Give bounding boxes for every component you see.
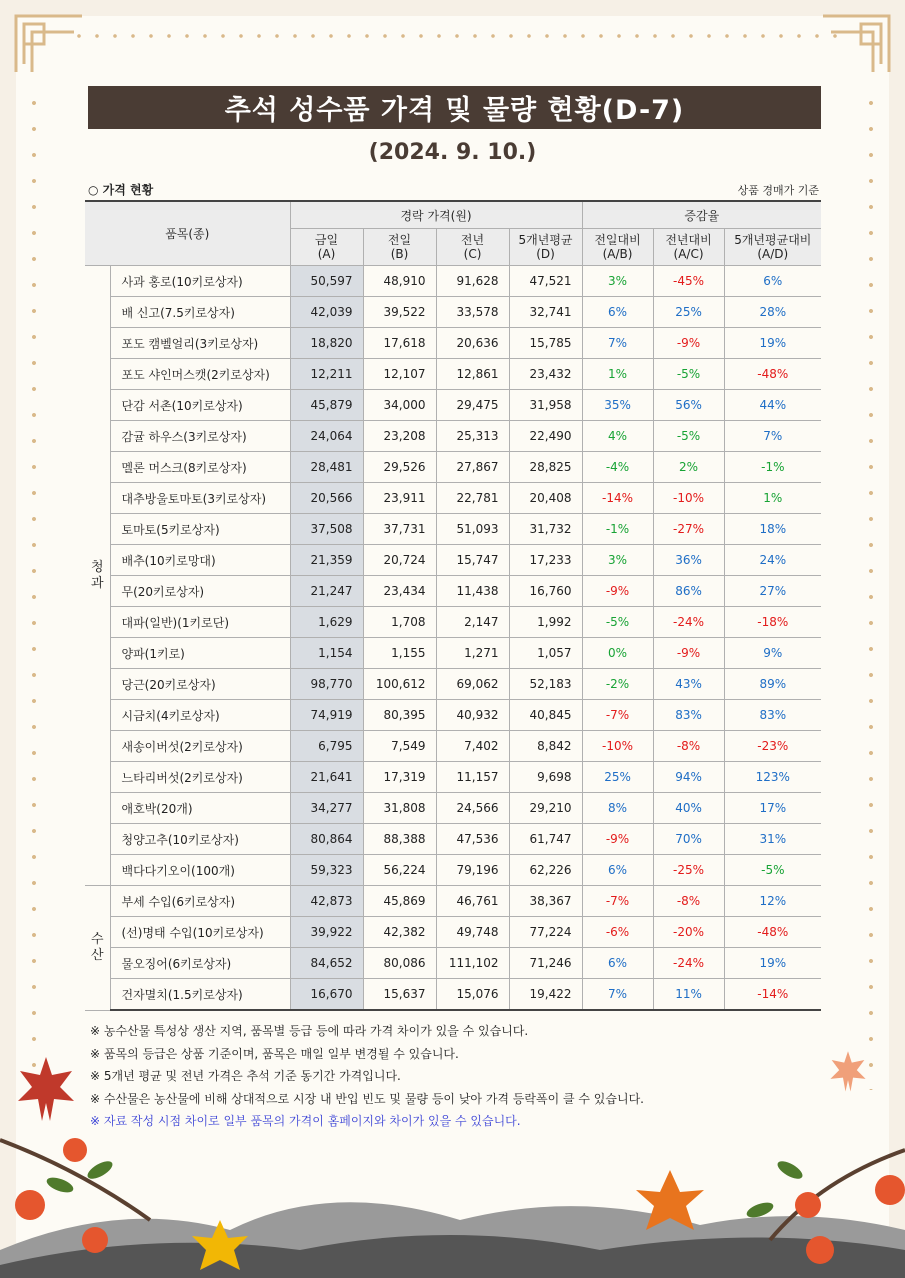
rate-vs-avg: 9% [724, 638, 821, 669]
rate-vs-year: -9% [653, 638, 724, 669]
maple-leaf-left [16, 1055, 76, 1125]
price-prev-year: 20,636 [436, 328, 509, 359]
item-name: 시금치(4키로상자) [110, 700, 290, 731]
price-avg5: 23,432 [509, 359, 582, 390]
price-avg5: 15,785 [509, 328, 582, 359]
rate-vs-avg: 31% [724, 824, 821, 855]
price-today: 12,211 [290, 359, 363, 390]
border-dots [32, 90, 36, 1090]
rate-vs-avg: 19% [724, 948, 821, 979]
item-name: 포도 캠벨얼리(3키로상자) [110, 328, 290, 359]
price-prev-day: 48,910 [363, 266, 436, 297]
section-heading: ○ 가격 현황 [88, 183, 154, 197]
price-prev-year: 29,475 [436, 390, 509, 421]
rate-vs-avg: 123% [724, 762, 821, 793]
rate-vs-day: 7% [582, 328, 653, 359]
price-avg5: 9,698 [509, 762, 582, 793]
price-prev-day: 31,808 [363, 793, 436, 824]
table-row [85, 855, 821, 886]
price-prev-day: 34,000 [363, 390, 436, 421]
corner-ornament-top-right [821, 14, 891, 74]
rate-vs-avg: 24% [724, 545, 821, 576]
price-prev-year: 11,157 [436, 762, 509, 793]
header-auction-group: 경락 가격(원) [290, 201, 582, 229]
price-prev-day: 23,911 [363, 483, 436, 514]
table-row [85, 390, 821, 421]
price-today: 37,508 [290, 514, 363, 545]
item-name: 배 신고(7.5키로상자) [110, 297, 290, 328]
report-date: (2024. 9. 10.) [368, 140, 537, 165]
price-prev-year: 91,628 [436, 266, 509, 297]
rate-vs-avg: 7% [724, 421, 821, 452]
table-row [85, 359, 821, 390]
rate-vs-day: -14% [582, 483, 653, 514]
price-prev-year: 1,271 [436, 638, 509, 669]
maple-leaf-right [826, 1050, 870, 1094]
rate-vs-day: 8% [582, 793, 653, 824]
price-today: 84,652 [290, 948, 363, 979]
price-prev-year: 15,076 [436, 979, 509, 1011]
price-prev-year: 33,578 [436, 297, 509, 328]
price-avg5: 28,825 [509, 452, 582, 483]
price-prev-day: 20,724 [363, 545, 436, 576]
price-avg5: 47,521 [509, 266, 582, 297]
rate-vs-avg: 28% [724, 297, 821, 328]
footnote: ※ 자료 작성 시점 차이로 일부 품목의 가격이 홈페이지와 차이가 있을 수 있습니다. [90, 1114, 521, 1128]
price-today: 21,641 [290, 762, 363, 793]
rate-vs-avg: 19% [724, 328, 821, 359]
item-name: 애호박(20개) [110, 793, 290, 824]
table-row [85, 297, 821, 328]
price-prev-year: 111,102 [436, 948, 509, 979]
table-row [85, 793, 821, 824]
item-name: 건자멸치(1.5키로상자) [110, 979, 290, 1011]
item-name: 느타리버섯(2키로상자) [110, 762, 290, 793]
rate-vs-year: 11% [653, 979, 724, 1011]
rate-vs-avg: 1% [724, 483, 821, 514]
price-prev-year: 7,402 [436, 731, 509, 762]
rate-vs-day: -7% [582, 700, 653, 731]
price-prev-day: 100,612 [363, 669, 436, 700]
price-prev-day: 1,155 [363, 638, 436, 669]
table-row [85, 669, 821, 700]
rate-vs-avg: 83% [724, 700, 821, 731]
item-name: 새송이버섯(2키로상자) [110, 731, 290, 762]
rate-vs-avg: -23% [724, 731, 821, 762]
price-today: 16,670 [290, 979, 363, 1011]
rate-vs-year: 43% [653, 669, 724, 700]
price-avg5: 40,845 [509, 700, 582, 731]
price-prev-day: 80,395 [363, 700, 436, 731]
price-avg5: 31,958 [509, 390, 582, 421]
rate-vs-year: 25% [653, 297, 724, 328]
header-avg5: 5개년평균 (D) [509, 229, 582, 266]
footnote: ※ 품목의 등급은 상품 기준이며, 품목은 매일 일부 변경될 수 있습니다. [90, 1046, 459, 1061]
price-avg5: 52,183 [509, 669, 582, 700]
item-name: 백다다기오이(100개) [110, 855, 290, 886]
price-prev-year: 24,566 [436, 793, 509, 824]
rate-vs-year: -20% [653, 917, 724, 948]
rate-vs-day: 4% [582, 421, 653, 452]
price-today: 42,873 [290, 886, 363, 917]
footnote: ※ 농수산물 특성상 생산 지역, 품목별 등급 등에 따라 가격 차이가 있을 수 있습니다. [90, 1024, 529, 1038]
price-prev-year: 25,313 [436, 421, 509, 452]
autumn-decoration [0, 1110, 905, 1278]
table-row [85, 514, 821, 545]
price-today: 1,154 [290, 638, 363, 669]
table-row [85, 545, 821, 576]
price-prev-year: 46,761 [436, 886, 509, 917]
rate-vs-day: 6% [582, 297, 653, 328]
item-name: 당근(20키로상자) [110, 669, 290, 700]
rate-vs-year: -5% [653, 421, 724, 452]
rate-vs-day: 1% [582, 359, 653, 390]
item-name: 감귤 하우스(3키로상자) [110, 421, 290, 452]
table-row [85, 700, 821, 731]
price-today: 18,820 [290, 328, 363, 359]
price-prev-year: 79,196 [436, 855, 509, 886]
item-name: 멜론 머스크(8키로상자) [110, 452, 290, 483]
rate-vs-year: 83% [653, 700, 724, 731]
table-row [85, 576, 821, 607]
rate-vs-day: -5% [582, 607, 653, 638]
rate-vs-day: -1% [582, 514, 653, 545]
group-label: 수 산 [85, 886, 110, 1011]
price-avg5: 31,732 [509, 514, 582, 545]
rate-vs-year: -8% [653, 731, 724, 762]
price-prev-day: 45,869 [363, 886, 436, 917]
item-name: 배추(10키로망대) [110, 545, 290, 576]
price-prev-day: 17,618 [363, 328, 436, 359]
price-prev-day: 88,388 [363, 824, 436, 855]
price-avg5: 17,233 [509, 545, 582, 576]
price-today: 24,064 [290, 421, 363, 452]
rate-vs-avg: 17% [724, 793, 821, 824]
rate-vs-avg: 6% [724, 266, 821, 297]
item-name: 청양고추(10키로상자) [110, 824, 290, 855]
item-name: 무(20키로상자) [110, 576, 290, 607]
rate-vs-avg: -5% [724, 855, 821, 886]
header-prev-year: 전년 (C) [436, 229, 509, 266]
rate-vs-day: -10% [582, 731, 653, 762]
rate-vs-day: -2% [582, 669, 653, 700]
page-title: 추석 성수품 가격 및 물량 현황(D-7) [224, 95, 685, 126]
price-prev-day: 12,107 [363, 359, 436, 390]
rate-vs-day: -9% [582, 824, 653, 855]
item-name: 단감 서촌(10키로상자) [110, 390, 290, 421]
item-name: 포도 샤인머스캣(2키로상자) [110, 359, 290, 390]
item-name: 양파(1키로) [110, 638, 290, 669]
price-prev-day: 15,637 [363, 979, 436, 1011]
rate-vs-year: -27% [653, 514, 724, 545]
price-today: 21,247 [290, 576, 363, 607]
price-prev-year: 40,932 [436, 700, 509, 731]
rate-vs-avg: 18% [724, 514, 821, 545]
price-table-body [85, 266, 821, 1011]
price-prev-day: 56,224 [363, 855, 436, 886]
price-avg5: 29,210 [509, 793, 582, 824]
rate-vs-year: -25% [653, 855, 724, 886]
rate-vs-day: 3% [582, 266, 653, 297]
price-prev-day: 39,522 [363, 297, 436, 328]
header-prev-day: 전일 (B) [363, 229, 436, 266]
table-row [85, 607, 821, 638]
price-avg5: 20,408 [509, 483, 582, 514]
price-today: 74,919 [290, 700, 363, 731]
item-name: (선)명태 수입(10키로상자) [110, 917, 290, 948]
rate-vs-year: -5% [653, 359, 724, 390]
title-banner [88, 86, 821, 129]
table-row [85, 979, 821, 1011]
table-row [85, 731, 821, 762]
rate-vs-year: 70% [653, 824, 724, 855]
rate-vs-avg: 12% [724, 886, 821, 917]
price-avg5: 38,367 [509, 886, 582, 917]
rate-vs-year: -10% [653, 483, 724, 514]
price-avg5: 61,747 [509, 824, 582, 855]
rate-vs-year: 86% [653, 576, 724, 607]
border-dots [70, 34, 840, 38]
table-row [85, 328, 821, 359]
corner-ornament-top-left [14, 14, 84, 74]
price-prev-year: 51,093 [436, 514, 509, 545]
price-avg5: 62,226 [509, 855, 582, 886]
price-prev-day: 17,319 [363, 762, 436, 793]
group-label: 청 과 [85, 266, 110, 886]
rate-vs-year: -9% [653, 328, 724, 359]
price-prev-day: 1,708 [363, 607, 436, 638]
rate-vs-year: 94% [653, 762, 724, 793]
price-today: 42,039 [290, 297, 363, 328]
rate-vs-avg: -1% [724, 452, 821, 483]
table-row [85, 886, 821, 917]
rate-vs-day: 0% [582, 638, 653, 669]
header-vs-day: 전일대비 (A/B) [582, 229, 653, 266]
price-today: 1,629 [290, 607, 363, 638]
price-avg5: 71,246 [509, 948, 582, 979]
rate-vs-year: -45% [653, 266, 724, 297]
price-table [85, 200, 821, 1011]
price-prev-year: 22,781 [436, 483, 509, 514]
item-name: 토마토(5키로상자) [110, 514, 290, 545]
rate-vs-avg: 89% [724, 669, 821, 700]
rate-vs-day: -4% [582, 452, 653, 483]
price-prev-year: 49,748 [436, 917, 509, 948]
header-today: 금일 (A) [290, 229, 363, 266]
price-today: 6,795 [290, 731, 363, 762]
rate-vs-year: 40% [653, 793, 724, 824]
rate-vs-avg: -14% [724, 979, 821, 1011]
price-today: 45,879 [290, 390, 363, 421]
price-avg5: 8,842 [509, 731, 582, 762]
rate-vs-avg: -48% [724, 359, 821, 390]
price-prev-year: 27,867 [436, 452, 509, 483]
item-name: 부세 수입(6키로상자) [110, 886, 290, 917]
rate-vs-day: -7% [582, 886, 653, 917]
rate-vs-year: -24% [653, 607, 724, 638]
item-name: 대추방울토마토(3키로상자) [110, 483, 290, 514]
rate-vs-year: 2% [653, 452, 724, 483]
price-today: 28,481 [290, 452, 363, 483]
price-basis-note: 상품 경매가 기준 [737, 184, 819, 197]
price-today: 20,566 [290, 483, 363, 514]
header-item: 품목(종) [85, 201, 290, 266]
table-row [85, 638, 821, 669]
price-avg5: 1,992 [509, 607, 582, 638]
rate-vs-day: 25% [582, 762, 653, 793]
footnote: ※ 수산물은 농산물에 비해 상대적으로 시장 내 반입 빈도 및 물량 등이 낮아 가격 등락폭이 클 수 있습니다. [90, 1091, 644, 1106]
price-prev-day: 29,526 [363, 452, 436, 483]
price-prev-year: 11,438 [436, 576, 509, 607]
price-today: 98,770 [290, 669, 363, 700]
table-row [85, 948, 821, 979]
header-vs-avg: 5개년평균대비 (A/D) [724, 229, 821, 266]
border-dots [869, 90, 873, 1090]
rate-vs-day: 7% [582, 979, 653, 1011]
table-row [85, 483, 821, 514]
price-today: 21,359 [290, 545, 363, 576]
price-today: 80,864 [290, 824, 363, 855]
price-prev-day: 37,731 [363, 514, 436, 545]
price-today: 59,323 [290, 855, 363, 886]
header-rate-group: 증감율 [582, 201, 821, 229]
table-row [85, 917, 821, 948]
table-row [85, 266, 821, 297]
price-avg5: 22,490 [509, 421, 582, 452]
price-today: 39,922 [290, 917, 363, 948]
table-row [85, 421, 821, 452]
rate-vs-day: -9% [582, 576, 653, 607]
price-avg5: 16,760 [509, 576, 582, 607]
price-avg5: 19,422 [509, 979, 582, 1011]
rate-vs-day: 6% [582, 855, 653, 886]
price-today: 34,277 [290, 793, 363, 824]
rate-vs-year: -8% [653, 886, 724, 917]
price-prev-year: 69,062 [436, 669, 509, 700]
price-prev-year: 2,147 [436, 607, 509, 638]
price-prev-year: 12,861 [436, 359, 509, 390]
price-prev-day: 7,549 [363, 731, 436, 762]
price-prev-day: 23,208 [363, 421, 436, 452]
rate-vs-avg: 44% [724, 390, 821, 421]
price-prev-year: 47,536 [436, 824, 509, 855]
rate-vs-day: 35% [582, 390, 653, 421]
item-name: 물오징어(6키로상자) [110, 948, 290, 979]
rate-vs-year: 36% [653, 545, 724, 576]
price-avg5: 77,224 [509, 917, 582, 948]
price-avg5: 32,741 [509, 297, 582, 328]
price-prev-day: 23,434 [363, 576, 436, 607]
table-row [85, 824, 821, 855]
rate-vs-avg: -18% [724, 607, 821, 638]
table-row [85, 452, 821, 483]
rate-vs-avg: -48% [724, 917, 821, 948]
rate-vs-year: 56% [653, 390, 724, 421]
price-today: 50,597 [290, 266, 363, 297]
rate-vs-avg: 27% [724, 576, 821, 607]
table-row [85, 762, 821, 793]
price-prev-day: 42,382 [363, 917, 436, 948]
rate-vs-year: -24% [653, 948, 724, 979]
footnote: ※ 5개년 평균 및 전년 가격은 추석 기준 동기간 가격입니다. [90, 1069, 401, 1083]
header-vs-year: 전년대비 (A/C) [653, 229, 724, 266]
item-name: 사과 홍로(10키로상자) [110, 266, 290, 297]
rate-vs-day: -6% [582, 917, 653, 948]
item-name: 대파(일반)(1키로단) [110, 607, 290, 638]
price-prev-year: 15,747 [436, 545, 509, 576]
price-avg5: 1,057 [509, 638, 582, 669]
rate-vs-day: 6% [582, 948, 653, 979]
price-prev-day: 80,086 [363, 948, 436, 979]
rate-vs-day: 3% [582, 545, 653, 576]
